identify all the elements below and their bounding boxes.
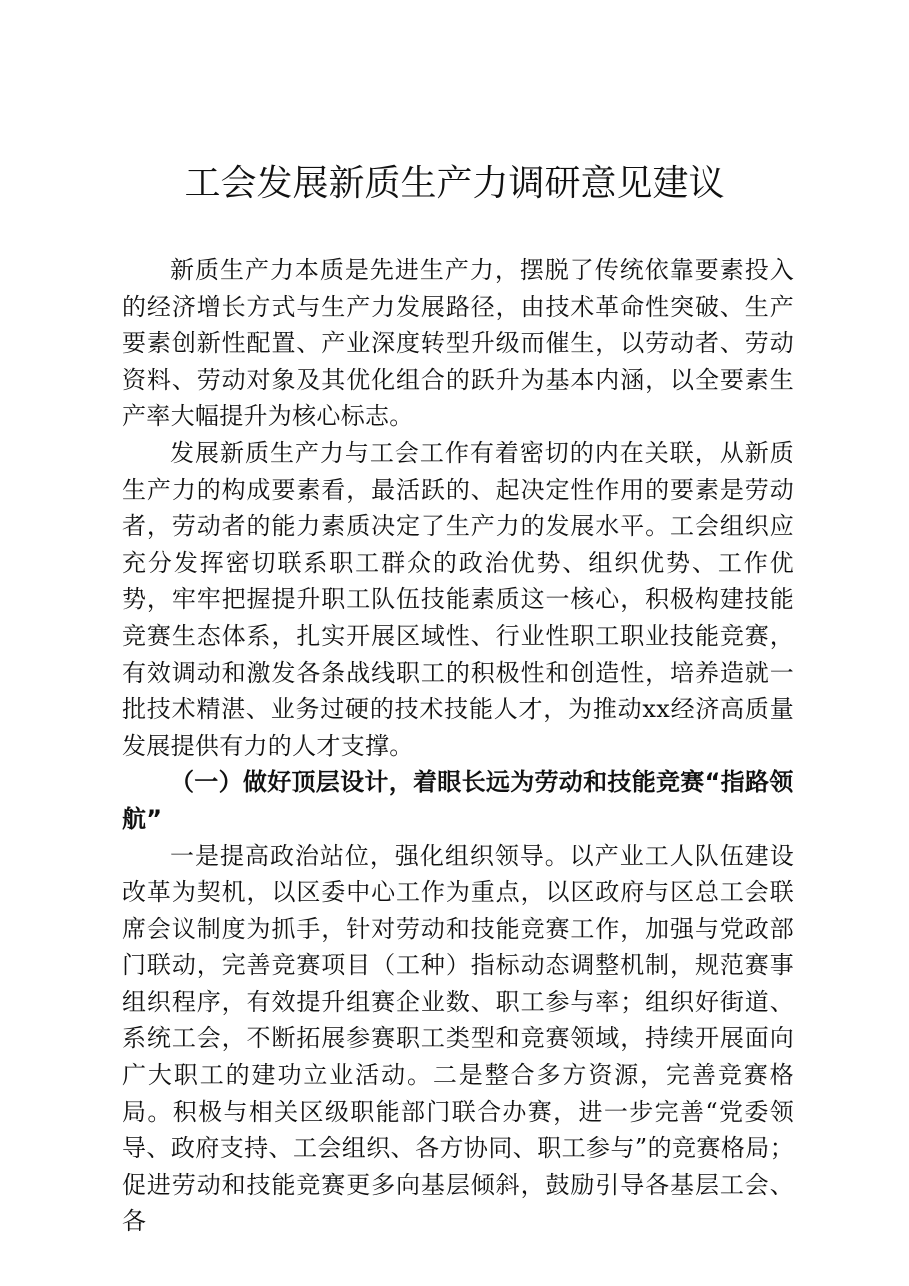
paragraph-section-one: 一是提高政治站位，强化组织领导。以产业工人队伍建设改革为契机，以区委中心工作为重点，以区政府与区总工会联席会议制度为抓手，针对劳动和技能竞赛工作，加强与党政部门联动，完善竞赛项目（工种）指标动态调整机制，规范赛事组织程序，有效提升组赛企业数、职工参与率；组织好街道、系统工会，不断拓展参赛职工类型和竞赛领域，持续开展面向广大职工的建功立业活动。二是整合多方资源，完善竞赛格局。积极与相关区级职能部门联合办赛，进一步完善“党委领导、政府支持、工会组织、各方协同、职工参与”的竞赛格局；促进劳动和技能竞赛更多向基层倾斜，鼓励引导各基层工会、各 <box>122 841 794 1236</box>
paragraph-intro: 新质生产力本质是先进生产力，摆脱了传统依靠要素投入的经济增长方式与生产力发展路径，由技术革命性突破、生产要素创新性配置、产业深度转型升级而催生，以劳动者、劳动资料、劳动对象及其优化组合的跃升为基本内涵，以全要素生产率大幅提升为核心标志。 <box>122 256 794 431</box>
section-heading: （一）做好顶层设计，着眼长远为劳动和技能竞赛“指路领航” <box>122 768 794 833</box>
document-body <box>122 252 794 1240</box>
document-title: 工会发展新质生产力调研意见建议 <box>184 163 725 204</box>
paragraph-relation: 发展新质生产力与工会工作有着密切的内在关联，从新质生产力的构成要素看，最活跃的、起决定性作用的要素是劳动者，劳动者的能力素质决定了生产力的发展水平。工会组织应充分发挥密切联系职工群众的政治优势、组织优势、工作优势，牢牢把握提升职工队伍技能素质这一核心，积极构建技能竞赛生态体系，扎实开展区域性、行业性职工职业技能竞赛，有效调动和激发各条战线职工的积极性和创造性，培养造就一批技术精湛、业务过硬的技术技能人才，为推动xx经济高质量发展提供有力的人才支撑。 <box>122 438 794 760</box>
